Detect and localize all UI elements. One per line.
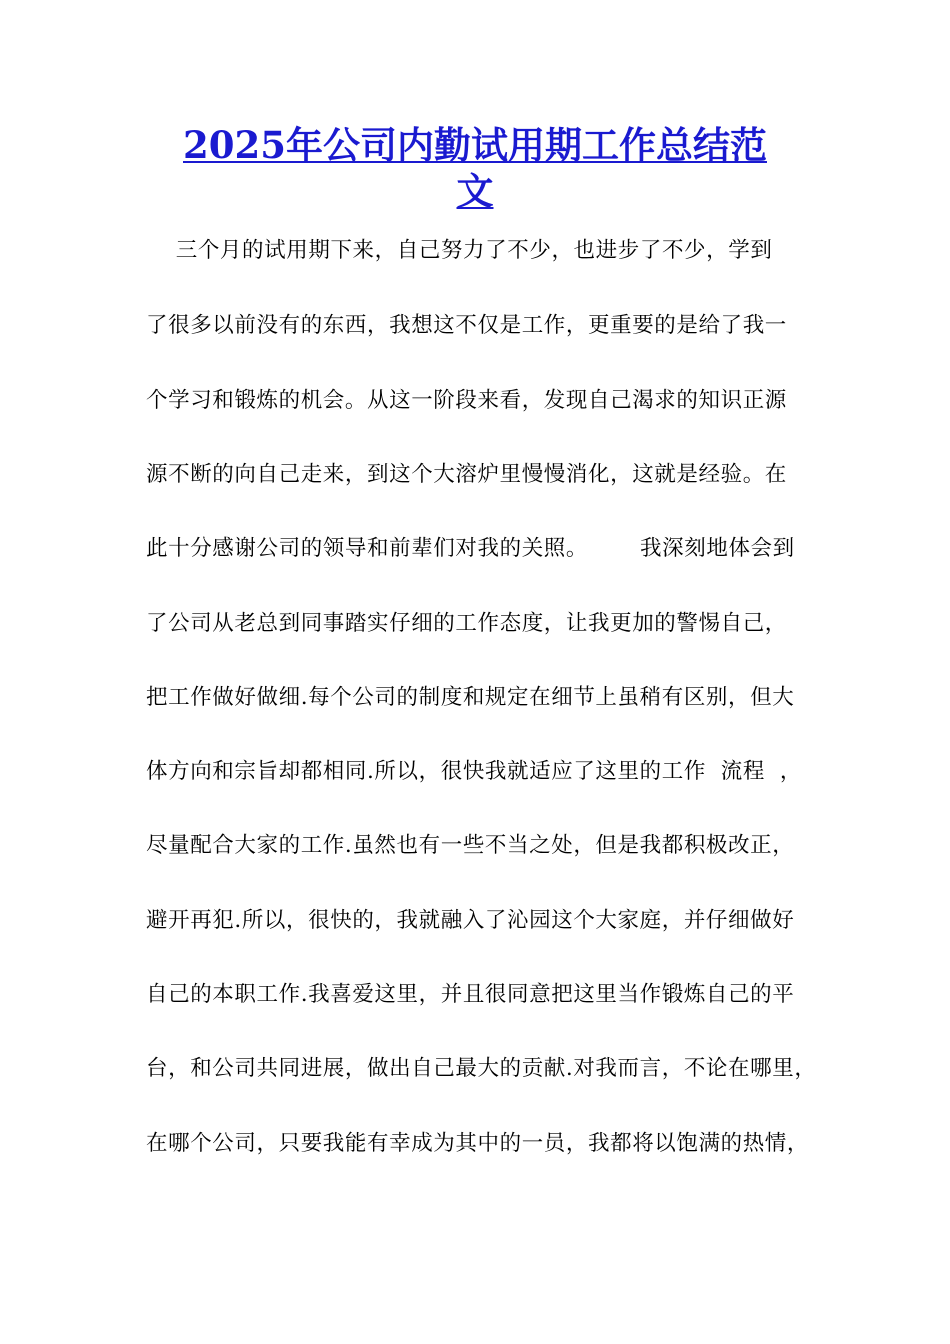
body-line: 源不断的向自己走来，到这个大溶炉里慢慢消化，这就是经验。在: [146, 462, 787, 487]
body-line: 尽量配合大家的工作.虽然也有一些不当之处，但是我都积极改正，: [146, 833, 795, 858]
body-line: 在哪个公司，只要我能有幸成为其中的一员，我都将以饱满的热情，: [146, 1131, 810, 1156]
body-line: 了公司从老总到同事踏实仔细的工作态度，让我更加的警惕自己，: [146, 611, 787, 636]
title-link-line2[interactable]: 文: [456, 169, 494, 213]
document-title: [150, 122, 800, 214]
body-line: 避开再犯.所以，很快的，我就融入了沁园这个大家庭，并仔细做好: [146, 908, 795, 933]
body-line: 台，和公司共同进展，做出自己最大的贡献.对我而言，不论在哪里，: [146, 1056, 817, 1081]
body-line: 三个月的试用期下来，自己努力了不少，也进步了不少，学到: [146, 238, 773, 263]
body-line: 个学习和锻炼的机会。从这一阶段来看，发现自己渴求的知识正源: [146, 388, 787, 413]
body-line: 此十分感谢公司的领导和前辈们对我的关照。 我深刻地体会到: [146, 536, 795, 561]
body-line: 了很多以前没有的东西，我想这不仅是工作，更重要的是给了我一: [146, 313, 787, 338]
title-link-line1[interactable]: 2025年公司内勤试用期工作总结范: [183, 123, 767, 167]
body-line: 把工作做好做细.每个公司的制度和规定在细节上虽稍有区别，但大: [146, 685, 795, 710]
body-line: 自己的本职工作.我喜爱这里，并且很同意把这里当作锻炼自己的平: [146, 982, 795, 1007]
body-line: 体方向和宗旨却都相同.所以，很快我就适应了这里的工作 流程 ，: [146, 759, 802, 784]
